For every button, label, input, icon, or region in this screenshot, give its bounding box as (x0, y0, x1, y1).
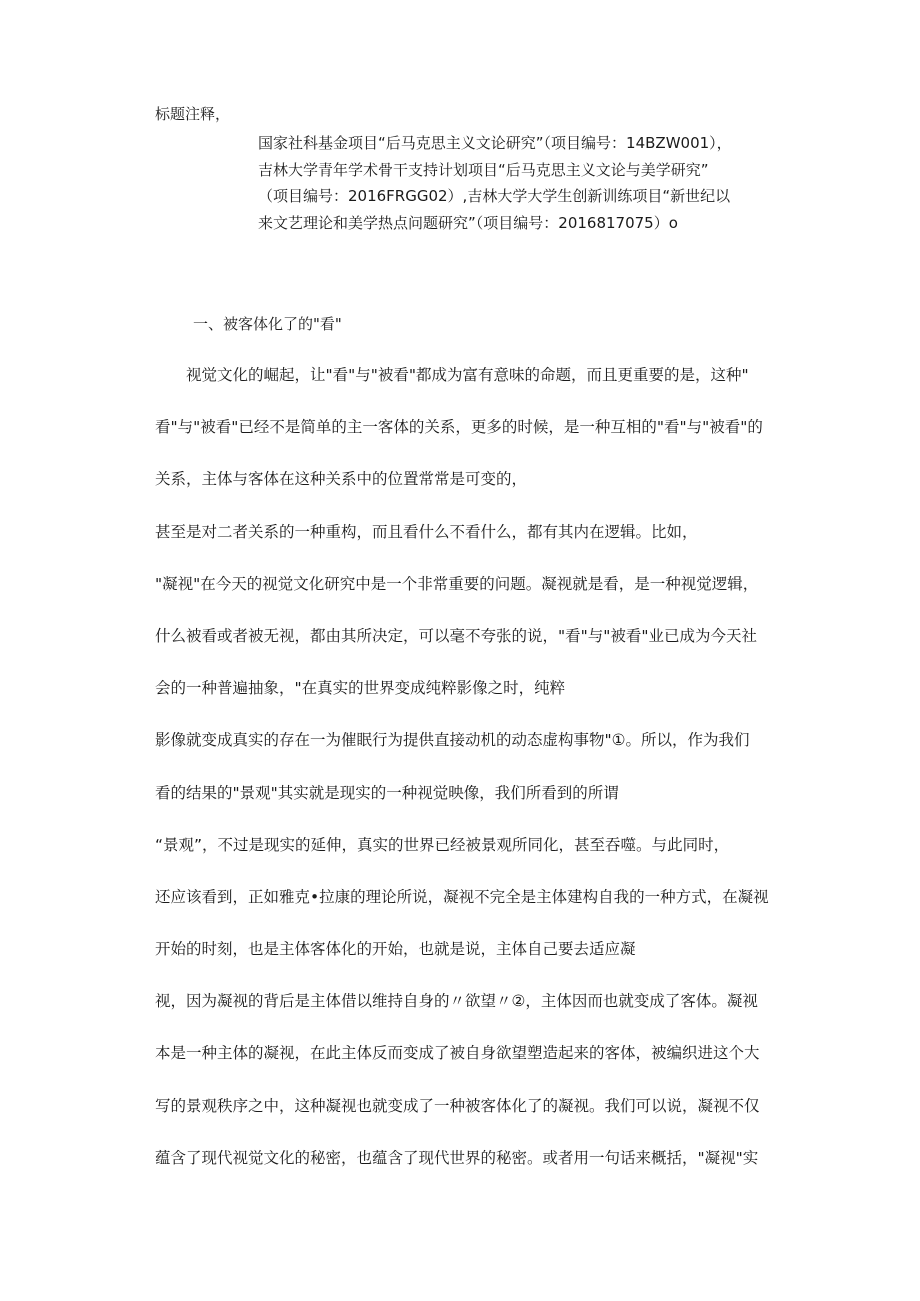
body-line: 本是一种主体的凝视，在此主体反而变成了被自身欲望塑造起来的客体，被编织进这个大 (155, 1044, 760, 1063)
section-heading: 一、被客体化了的"看" (193, 315, 342, 333)
title-note-body (258, 133, 778, 239)
note-line: 吉林大学青年学术骨干支持计划项目“后马克思主义文论与美学研究” (258, 160, 709, 179)
body-line: 什么被看或者被无视，都由其所决定，可以毫不夸张的说，"看"与"被看"业已成为今天社 (155, 626, 758, 645)
body-line: 甚至是对二者关系的一种重构，而且看什么不看什么，都有其内在逻辑。比如， (155, 522, 698, 541)
body-line: 视觉文化的崛起，让"看"与"被看"都成为富有意味的命题，而且更重要的是，这种" (155, 366, 749, 384)
body-line: 看的结果的"景观"其实就是现实的一种视觉映像，我们所看到的所谓 (155, 783, 619, 802)
title-note-label: 标题注释， (155, 105, 231, 123)
body-line: “景观”，不过是现实的延伸，真实的世界已经被景观所同化，甚至吞噬。与此同时， (155, 835, 730, 854)
body-line: "凝视"在今天的视觉文化研究中是一个非常重要的问题。凝视就是看，是一种视觉逻辑， (155, 574, 759, 593)
note-line: （项目编号：2016FRGG02）,吉林大学大学生创新训练项目“新世纪以 (258, 187, 731, 205)
body-line: 写的景观秩序之中，这种凝视也就变成了一种被客体化了的凝视。我们可以说，凝视不仅 (155, 1096, 760, 1115)
body-line: 视，因为凝视的背后是主体借以维持自身的〃欲望〃②，主体因而也就变成了客体。凝视 (155, 992, 758, 1011)
body-line: 影像就变成真实的存在一为催眠行为提供直接动机的动态虚构事物"①。所以，作为我们 (155, 731, 750, 750)
body-line: 会的一种普遍抽象，"在真实的世界变成纯粹影像之时，纯粹 (155, 679, 566, 698)
body-text (155, 365, 775, 1200)
note-line: 国家社科基金项目“后马克思主义文论研究”（项目编号：14BZW001）， (258, 134, 732, 152)
body-line: 还应该看到，正如雅克•拉康的理论所说，凝视不完全是主体建构自我的一种方式，在凝视 (155, 887, 769, 906)
note-line: 来文艺理论和美学热点问题研究”（项目编号：2016817075）o (258, 213, 678, 232)
body-line: 关系，主体与客体在这种关系中的位置常常是可变的， (155, 470, 528, 489)
body-line: 开始的时刻，也是主体客体化的开始，也就是说，主体自己要去适应凝 (155, 940, 636, 959)
body-line: 看"与"被看"已经不是简单的主一客体的关系，更多的时候，是一种互相的"看"与"被看"的 (155, 418, 763, 437)
body-line: 蕴含了现代视觉文化的秘密，也蕴含了现代世界的秘密。或者用一句话来概括，"凝视"实 (155, 1148, 759, 1167)
